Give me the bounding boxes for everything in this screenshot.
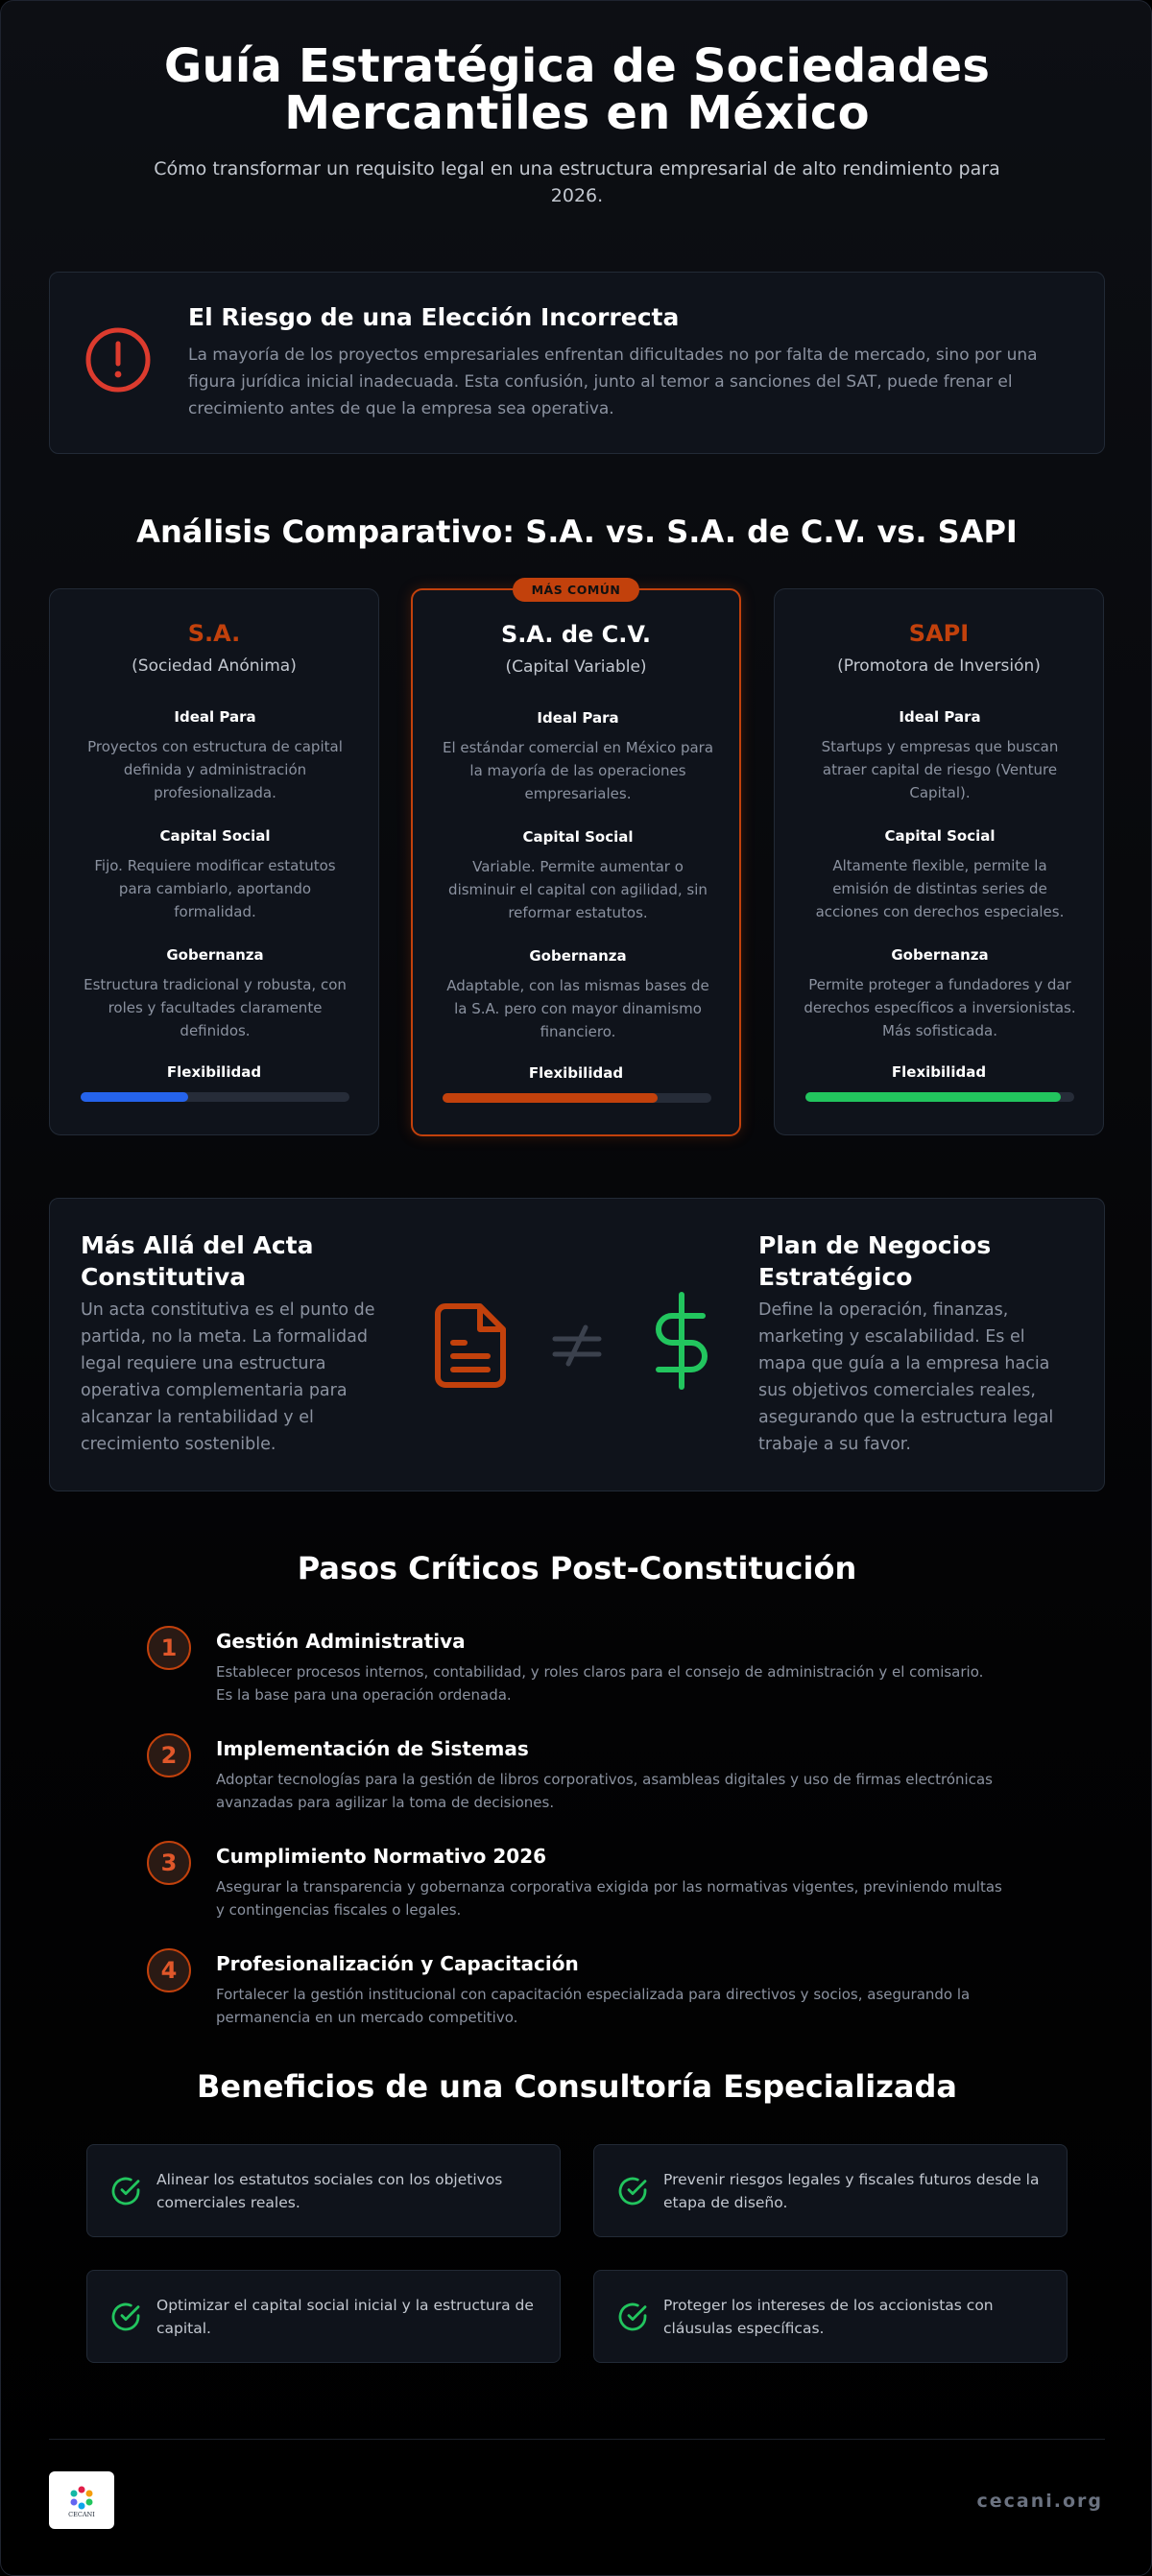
card-sapi — [774, 588, 1104, 1135]
beyond-right-title: Plan de Negocios Estratégico — [758, 1231, 992, 1291]
step-title: Implementación de Sistemas — [216, 1737, 529, 1760]
risk-text: La mayoría de los proyectos empresariales enfrentan dificultades no por falta de mercado, sino por una figura jurídica inicial inadecuada. Esta confusión, junto al temor a sanciones del SAT, puede frenar el crecimiento antes de que la empresa sea operativa. — [188, 346, 1038, 418]
governance-text: Permite proteger a fundadores y dar derechos específicos a inversionistas. Más sofisticada. — [804, 976, 1076, 1039]
ideal-label: Ideal Para — [537, 709, 619, 727]
cecani-logo[interactable] — [49, 2471, 114, 2529]
flexibility-bar-fill — [443, 1093, 658, 1103]
step-title: Profesionalización y Capacitación — [216, 1952, 579, 1975]
page-title — [1, 39, 1152, 140]
alert-circle-icon — [84, 326, 152, 394]
page-title-line-2: Mercantiles en México — [284, 86, 870, 140]
step-number: 1 — [147, 1626, 191, 1670]
step-text: Asegurar la transparencia y gobernanza corporativa exigida por las normativas vigentes, previniendo multas y contingencias fiscales o legales. — [216, 1878, 1002, 1919]
benefit-card — [593, 2144, 1068, 2237]
benefits-title: Beneficios de una Consultoría Especializada — [197, 2068, 957, 2105]
check-circle-icon — [110, 2176, 141, 2206]
flexibility-bar-fill — [805, 1092, 1061, 1102]
governance-text: Adaptable, con las mismas bases de la S.A. pero con mayor dinamismo financiero. — [446, 977, 709, 1040]
page-title-line-1: Guía Estratégica de Sociedades — [163, 39, 991, 93]
page-subtitle: Cómo transformar un requisito legal en una estructura empresarial de alto rendimiento para 2026. — [154, 158, 1000, 206]
flexibility-label: Flexibilidad — [166, 1063, 262, 1081]
card-ideal — [804, 708, 1076, 804]
footer-site-link[interactable]: cecani.org — [976, 2491, 1103, 2512]
risk-title: El Riesgo de una Elección Incorrecta — [188, 303, 680, 331]
benefit-card — [593, 2270, 1068, 2363]
card-governance — [79, 946, 351, 1042]
step-item — [145, 1841, 1009, 1937]
capital-label: Capital Social — [159, 827, 271, 845]
risk-panel — [49, 272, 1105, 454]
not-equal-icon — [551, 1324, 603, 1368]
ideal-text: Proyectos con estructura de capital definida y administración profesionalizada. — [87, 738, 343, 801]
card-sa-cv — [411, 588, 741, 1136]
card-full-name: (Capital Variable) — [505, 657, 647, 677]
step-item — [145, 1733, 1009, 1829]
logo-icon — [49, 2471, 114, 2529]
benefit-card — [86, 2270, 561, 2363]
card-capital — [79, 827, 351, 923]
card-full-name: (Promotora de Inversión) — [837, 656, 1041, 676]
ideal-label: Ideal Para — [174, 708, 256, 726]
card-sa — [49, 588, 379, 1135]
document-icon — [432, 1300, 513, 1389]
most-common-badge: MÁS COMÚN — [513, 578, 639, 602]
step-text: Fortalecer la gestión institucional con capacitación especializada para directivos y socios, asegurando la permanencia en un mercado competitivo. — [216, 1986, 971, 2026]
governance-label: Gobernanza — [891, 946, 989, 964]
flexibility-bar-fill — [81, 1092, 188, 1102]
dollar-icon — [647, 1291, 716, 1391]
card-ideal — [79, 708, 351, 804]
step-title: Cumplimiento Normativo 2026 — [216, 1845, 547, 1868]
step-number: 4 — [147, 1948, 191, 1992]
card-capital — [442, 828, 714, 924]
card-governance — [442, 947, 714, 1043]
logo-text: CECANI — [68, 2511, 95, 2518]
beyond-left-title: Más Allá del Acta Constitutiva — [81, 1231, 314, 1291]
step-item — [145, 1626, 1009, 1722]
comparison-title: Análisis Comparativo: S.A. vs. S.A. de C.V. vs. SAPI — [136, 513, 1018, 550]
capital-text: Fijo. Requiere modificar estatutos para cambiarlo, aportando formalidad. — [94, 857, 336, 920]
steps-title: Pasos Críticos Post-Constitución — [297, 1550, 857, 1586]
capital-label: Capital Social — [884, 827, 996, 845]
card-name: S.A. — [187, 620, 241, 647]
benefit-text: Proteger los intereses de los accionistas con cláusulas específicas. — [663, 2297, 994, 2337]
check-circle-icon — [617, 2176, 648, 2206]
governance-label: Gobernanza — [529, 947, 627, 965]
flexibility-label: Flexibilidad — [891, 1063, 987, 1081]
check-circle-icon — [617, 2302, 648, 2332]
flexibility-label: Flexibilidad — [528, 1064, 624, 1082]
card-full-name: (Sociedad Anónima) — [132, 656, 297, 676]
check-circle-icon — [110, 2302, 141, 2332]
ideal-text: Startups y empresas que buscan atraer capital de riesgo (Venture Capital). — [821, 738, 1059, 801]
footer-divider — [49, 2439, 1105, 2440]
flexibility-bar — [443, 1093, 711, 1103]
step-number: 3 — [147, 1841, 191, 1885]
governance-text: Estructura tradicional y robusta, con roles y facultades claramente definidos. — [84, 976, 347, 1039]
benefit-card — [86, 2144, 561, 2237]
step-text: Establecer procesos internos, contabilidad, y roles claros para el consejo de administración y el comisario. Es la base para una operación ordenada. — [216, 1663, 984, 1704]
card-name: S.A. de C.V. — [500, 621, 652, 648]
governance-label: Gobernanza — [166, 946, 264, 964]
benefit-text: Alinear los estatutos sociales con los objetivos comerciales reales. — [156, 2171, 503, 2211]
beyond-panel — [49, 1198, 1105, 1491]
capital-label: Capital Social — [522, 828, 634, 846]
beyond-right-text: Define la operación, finanzas, marketing y escalabilidad. Es el mapa que guía a la empresa hacia sus objetivos comerciales reales, asegurando que la estructura legal trabaje a su favor. — [758, 1300, 1054, 1454]
step-text: Adoptar tecnologías para la gestión de libros corporativos, asambleas digitales y uso de firmas electrónicas avanzadas para agilizar la toma de decisiones. — [216, 1771, 993, 1811]
capital-text: Variable. Permite aumentar o disminuir el capital con agilidad, sin reformar estatutos. — [448, 858, 708, 921]
flexibility-bar — [81, 1092, 349, 1102]
capital-text: Altamente flexible, permite la emisión de distintas series de acciones con derechos especiales. — [815, 857, 1065, 920]
flexibility-bar — [805, 1092, 1074, 1102]
beyond-left-text: Un acta constitutiva es el punto de partida, no la meta. La formalidad legal requiere una estructura operativa complementaria para alcanzar la rentabilidad y el crecimiento sostenible. — [81, 1300, 375, 1454]
step-number: 2 — [147, 1733, 191, 1777]
card-capital — [804, 827, 1076, 923]
ideal-text: El estándar comercial en México para la mayoría de las operaciones empresariales. — [442, 739, 714, 802]
step-item — [145, 1948, 1009, 2044]
card-governance — [804, 946, 1076, 1042]
step-title: Gestión Administrativa — [216, 1630, 466, 1653]
benefit-text: Optimizar el capital social inicial y la estructura de capital. — [156, 2297, 534, 2337]
card-ideal — [442, 709, 714, 805]
card-name: SAPI — [908, 620, 970, 647]
benefit-text: Prevenir riesgos legales y fiscales futuros desde la etapa de diseño. — [663, 2171, 1040, 2211]
ideal-label: Ideal Para — [899, 708, 981, 726]
